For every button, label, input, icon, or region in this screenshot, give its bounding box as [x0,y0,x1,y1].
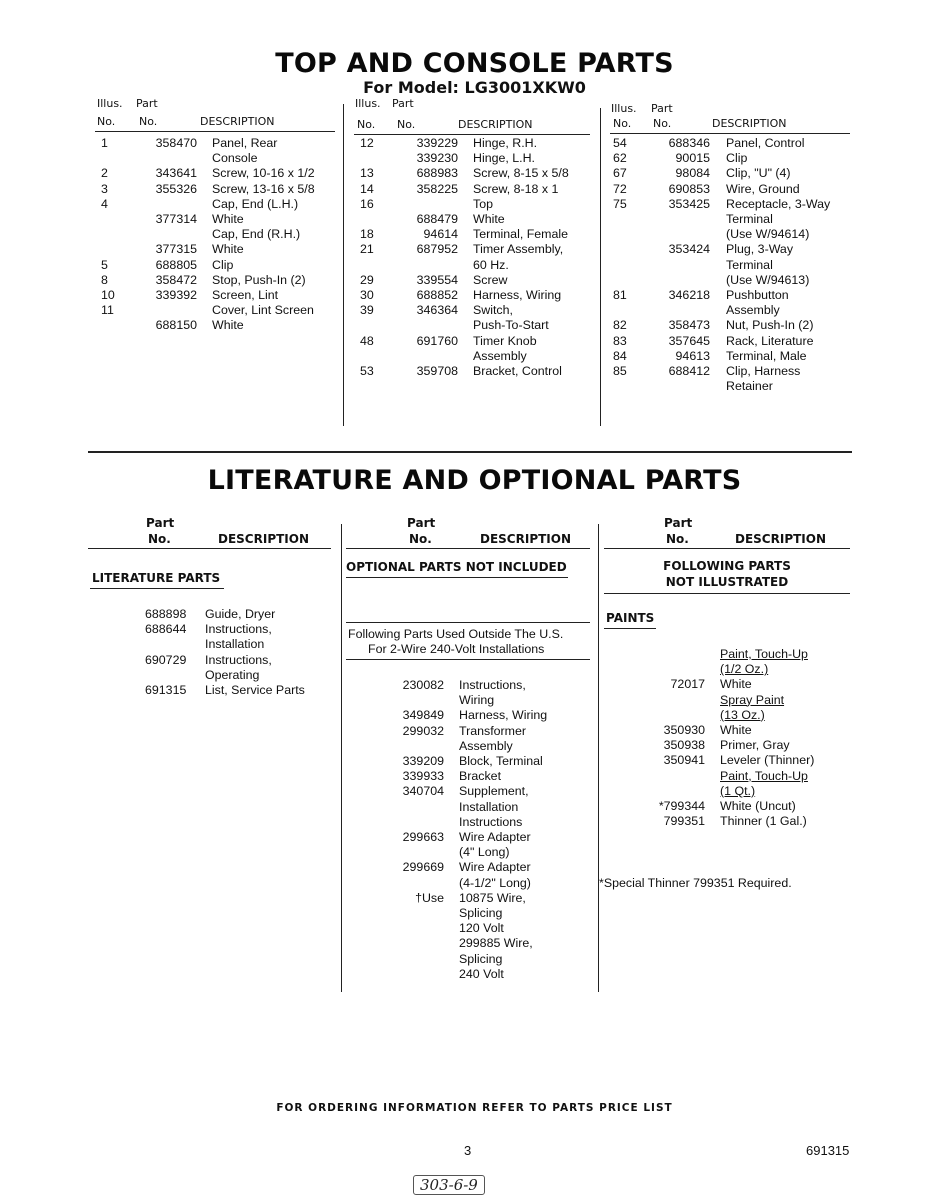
description: Transformer [459,723,527,738]
part-no: 799351 [663,814,705,829]
part-no: 691760 [416,333,458,348]
top-section-title: TOP AND CONSOLE PARTS [275,48,674,79]
part-no: 299663 [402,830,444,844]
description: Bracket, Control [473,364,562,378]
illus-no: 12 [360,136,374,150]
illus-no: 2 [101,166,108,181]
lit-col2-desc-label: DESCRIPTION [480,532,572,546]
part-no: 339933 [402,769,444,784]
description: White [473,212,505,226]
lit-col-divider-1 [341,524,342,992]
col2-header-rule [354,134,590,135]
description: White [212,242,244,257]
description: Screw, 8-15 x 5/8 [473,166,569,181]
optional-parts-heading: OPTIONAL PARTS NOT INCLUDED [346,560,567,574]
description: Instructions, [205,652,272,667]
lit-col2-no-label: No. [409,532,432,546]
description: Instructions, [459,678,526,692]
col3-header-rule [610,133,850,134]
part-no: 688412 [668,364,710,378]
col3-no-label: No. [613,117,632,130]
illus-no: 3 [101,181,108,196]
illus-no: 21 [360,242,374,257]
description: Instructions, [205,622,272,637]
col2-part-label: Part [392,97,414,110]
paints-heading-rule [604,628,656,629]
lit-col3-no-label: No. [666,532,689,546]
description: List, Service Parts [205,683,305,697]
description: Spray Paint [720,692,785,707]
part-no: 690853 [668,181,710,196]
description: 299885 Wire, [459,936,533,951]
description: Thinner (1 Gal.) [720,814,807,829]
part-no: 355326 [155,181,197,196]
illus-no: 10 [101,288,115,302]
description: Pushbutton [726,288,789,302]
part-no: 358225 [416,181,458,196]
description: Leveler (Thinner) [720,753,815,768]
description: Wire Adapter [459,860,531,875]
document-number: 691315 [806,1143,850,1158]
col1-no-label: No. [97,115,116,128]
part-no: 349849 [402,708,444,723]
description: 60 Hz. [473,257,509,272]
part-no: 339229 [416,136,458,150]
description: Hinge, L.H. [473,151,535,166]
description: Wiring [459,693,495,708]
part-no: 94614 [423,227,458,242]
illus-no: 16 [360,196,374,211]
part-no: 339554 [416,272,458,287]
description: Timer Assembly, [473,242,564,257]
col3-no2-label: No. [653,117,672,130]
illus-no: 4 [101,196,108,211]
illus-no: 72 [613,181,627,196]
part-no: 90015 [675,151,710,166]
following-parts-rule [604,593,850,594]
part-no: 339209 [402,754,444,768]
description: 240 Volt [459,966,504,981]
part-no: 339392 [155,288,197,302]
description: Terminal, Male [726,348,807,363]
col3-illus-label: Illus. [611,102,637,115]
description: Terminal, Female [473,227,569,242]
illus-no: 84 [613,348,627,363]
col3-part-label: Part [651,102,673,115]
part-no: 688898 [145,607,187,621]
ordering-info: FOR ORDERING INFORMATION REFER TO PARTS PRICE LIST [276,1102,673,1114]
description: (Use W/94613) [726,272,810,287]
description: Switch, [473,303,513,318]
literature-heading-rule [90,588,224,589]
col2-desc-label: DESCRIPTION [458,118,533,131]
lit-col2-header-rule [346,548,590,549]
part-no: 688346 [668,136,710,150]
description: Hinge, R.H. [473,136,538,150]
part-no: 688150 [155,318,197,333]
description: Rack, Literature [726,333,814,348]
part-no: 688983 [416,166,458,181]
col3-desc-label: DESCRIPTION [712,117,787,130]
description: Assembly [473,348,527,363]
optional-block-rule [346,622,590,623]
description: Screw, 13-16 x 5/8 [212,181,315,196]
illus-no: 11 [101,303,114,318]
description: Timer Knob [473,333,537,348]
lit-col-divider-2 [598,524,599,992]
part-no: 346218 [668,288,710,302]
col1-part-label: Part [136,97,158,110]
illus-no: 53 [360,364,374,378]
illus-no: 81 [613,288,627,302]
description: Screen, Lint [212,288,279,302]
part-no: 353425 [668,196,710,211]
illus-no: 29 [360,272,374,287]
part-no: 688805 [155,257,197,272]
part-no: 359708 [416,364,458,378]
illus-no: 18 [360,227,374,242]
description: White [212,318,244,333]
illus-no: 83 [613,333,627,348]
illus-no: 48 [360,333,374,348]
description: Wire, Ground [726,181,800,196]
illus-no: 30 [360,288,374,302]
lit-col2-part-label: Part [407,516,436,530]
description: Instructions [459,814,523,829]
top-col-divider-1 [343,104,344,426]
description: (13 Oz.) [720,707,765,722]
part-no: 358470 [155,136,197,150]
description: Operating [205,667,260,682]
paints-heading: PAINTS [606,611,655,625]
description: (Use W/94614) [726,227,810,242]
description: Installation [205,637,265,652]
page-number: 3 [464,1143,472,1158]
description: Panel, Control [726,136,805,150]
part-no: 353424 [668,242,710,257]
description: Assembly [726,303,780,318]
lit-col3-part-label: Part [664,516,693,530]
lit-col1-header-rule [88,548,331,549]
lit-col3-header-rule [604,548,850,549]
description: Assembly [459,738,513,753]
description: Paint, Touch-Up [720,768,808,783]
col1-desc-label: DESCRIPTION [200,115,275,128]
description: (4-1/2" Long) [459,875,531,890]
description: Splicing [459,951,503,966]
description: Clip [726,151,748,166]
literature-parts-heading: LITERATURE PARTS [92,571,221,585]
description: Push-To-Start [473,318,549,333]
description: Cap, End (L.H.) [212,196,299,211]
description: White (Uncut) [720,799,796,813]
description: Stop, Push-In (2) [212,272,306,287]
part-no: 691315 [145,683,187,697]
part-no: 688852 [416,288,458,302]
part-no: 350930 [663,723,705,737]
description: Screw [473,272,508,287]
part-no: 350938 [663,738,705,753]
description: (1 Qt.) [720,783,756,798]
description: Cap, End (R.H.) [212,227,301,242]
illus-no: 62 [613,151,627,166]
following-parts-line1: FOLLOWING PARTS [663,559,791,573]
description: Clip, Harness [726,364,801,378]
col1-illus-label: Illus. [97,97,123,110]
description: Nut, Push-In (2) [726,318,814,333]
part-no: 688479 [416,212,458,226]
part-no: 358472 [155,272,197,287]
description: White [720,723,752,737]
col1-header-rule [95,131,335,132]
illus-no: 54 [613,136,627,150]
part-no: 358473 [668,318,710,333]
description: 120 Volt [459,921,504,936]
description: Terminal [726,257,773,272]
part-no: 377314 [155,212,197,226]
description: Guide, Dryer [205,607,276,621]
part-no: 340704 [402,784,444,799]
description: 10875 Wire, [459,890,526,905]
description: White [212,212,244,226]
illus-no: 75 [613,196,627,211]
illus-no: 8 [101,272,108,287]
optional-heading-rule [346,577,568,578]
description: Bracket [459,769,502,784]
description: Block, Terminal [459,754,543,768]
illus-no: 85 [613,364,627,378]
illus-no: 67 [613,166,627,181]
description: Terminal [726,212,773,226]
part-no: *799344 [658,799,705,813]
description: Paint, Touch-Up [720,647,808,661]
part-no: 299669 [402,860,444,875]
description: Primer, Gray [720,738,790,753]
description: Cover, Lint Screen [212,303,314,318]
description: Wire Adapter [459,830,531,844]
lit-col1-part-label: Part [146,516,175,530]
description: Splicing [459,906,503,920]
description: Receptacle, 3-Way [726,196,831,211]
lit-section-title: LITERATURE AND OPTIONAL PARTS [207,465,742,496]
following-parts-line2: NOT ILLUSTRATED [665,575,789,589]
illus-no: 14 [360,181,374,196]
illus-no: 39 [360,303,374,318]
description: (4" Long) [459,845,510,860]
description: White [720,677,752,692]
description: Harness, Wiring [473,288,562,302]
part-no: 346364 [416,303,458,318]
handwritten-stamp: 303-6-9 [413,1175,485,1195]
illus-no: 1 [101,136,108,150]
description: (1/2 Oz.) [720,662,769,677]
part-no: 687952 [416,242,458,257]
top-col-divider-2 [600,108,601,426]
description: Top [473,196,493,211]
description: Supplement, [459,784,529,799]
illus-no: 82 [613,318,627,333]
illus-no: 13 [360,166,374,181]
part-no: 98084 [675,166,710,181]
part-no: 357645 [668,333,710,348]
part-no: 377315 [155,242,197,257]
part-no: 688644 [145,622,187,637]
part-no: †Use [415,890,444,905]
description: Harness, Wiring [459,708,548,723]
section-divider [88,451,852,453]
lit-col3-desc-label: DESCRIPTION [735,532,827,546]
outside-us-rule [346,659,590,660]
col1-no2-label: No. [139,115,158,128]
part-no: 339230 [416,151,458,166]
col2-illus-label: Illus. [355,97,381,110]
col2-no2-label: No. [397,118,416,131]
lit-col1-no-label: No. [148,532,171,546]
part-no: 690729 [145,652,187,667]
description: Clip [212,257,234,272]
part-no: 94613 [675,348,710,363]
part-no: 350941 [663,753,705,768]
description: Installation [459,799,519,814]
model-subtitle: For Model: LG3001XKW0 [363,78,586,97]
description: Retainer [726,379,773,394]
lit-col1-desc-label: DESCRIPTION [218,532,310,546]
part-no: 343641 [155,166,197,181]
description: Console [212,151,258,166]
description: Panel, Rear [212,136,278,150]
description: Screw, 10-16 x 1/2 [212,166,315,181]
description: Plug, 3-Way [726,242,794,257]
description: Clip, "U" (4) [726,166,791,181]
part-no: 72017 [670,677,705,692]
part-no: 230082 [402,678,444,692]
description: Screw, 8-18 x 1 [473,181,559,196]
part-no: 299032 [402,723,444,738]
illus-no: 5 [101,257,108,272]
col2-no-label: No. [357,118,376,131]
